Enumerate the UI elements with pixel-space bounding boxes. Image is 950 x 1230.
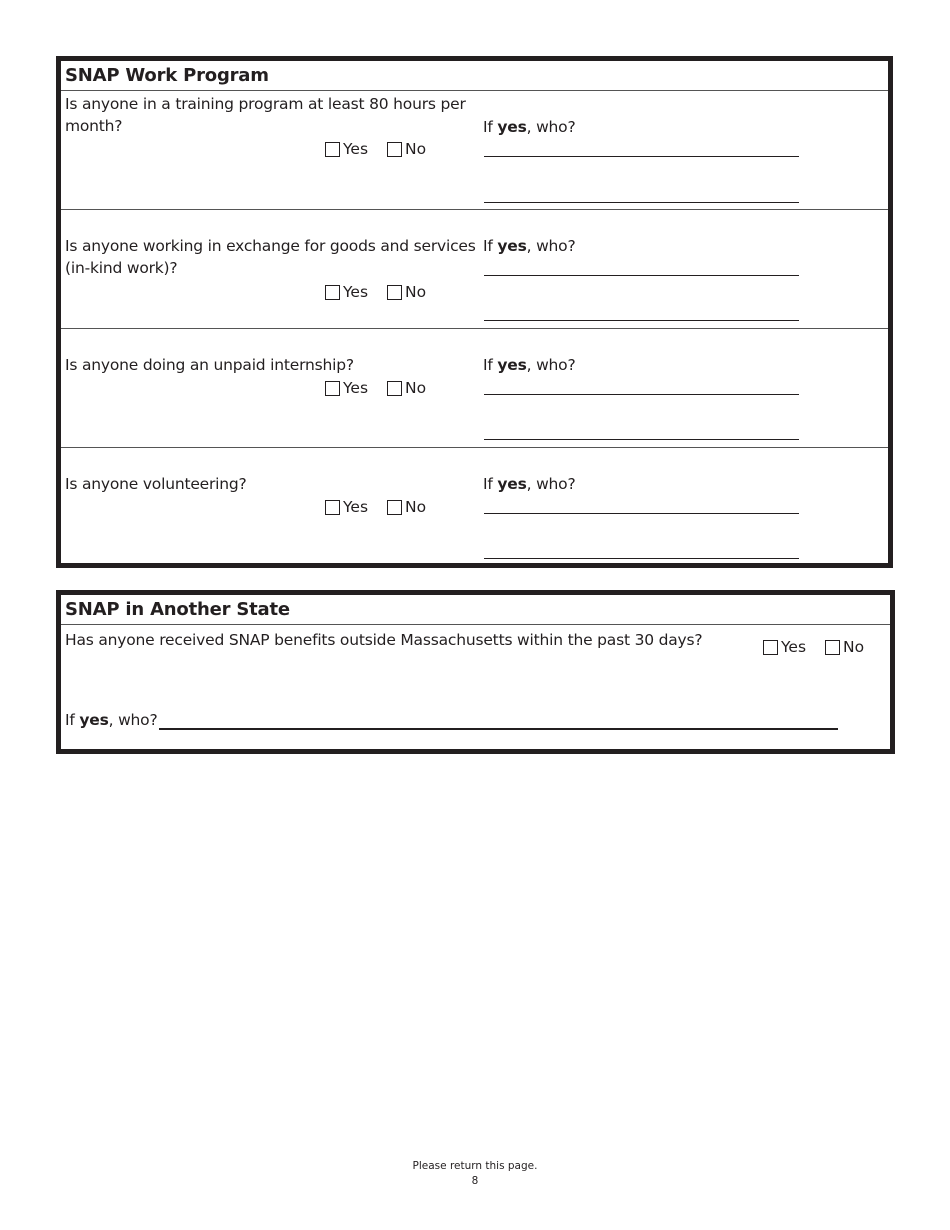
- yes-option[interactable]: [325, 140, 368, 158]
- yes-option[interactable]: [763, 638, 806, 656]
- yes-no-group: [325, 140, 426, 158]
- no-checkbox[interactable]: [825, 640, 840, 655]
- who-answer-line-1[interactable]: [484, 156, 799, 157]
- if-yes-who-label: If yes, who?: [65, 711, 158, 729]
- question-row-in-kind-work: [61, 210, 888, 329]
- who-answer-line-1[interactable]: [484, 394, 799, 395]
- who-answer-line-2[interactable]: [484, 439, 799, 440]
- no-checkbox[interactable]: [387, 285, 402, 300]
- if-yes-who-label: If yes, who?: [483, 118, 576, 136]
- who-answer-line-2[interactable]: [484, 202, 799, 203]
- no-option[interactable]: [387, 140, 426, 158]
- who-answer-line[interactable]: [159, 728, 838, 730]
- yes-option[interactable]: [325, 283, 368, 301]
- question-row-volunteering: [61, 448, 888, 564]
- question-text: Has anyone received SNAP benefits outside Massachusetts within the past 30 days?: [65, 631, 703, 649]
- no-label: No: [405, 498, 427, 516]
- no-label: No: [843, 638, 865, 656]
- yes-label: Yes: [343, 498, 369, 516]
- if-yes-who-label: If yes, who?: [483, 237, 576, 255]
- who-answer-line-1[interactable]: [484, 275, 799, 276]
- no-option[interactable]: [825, 638, 864, 656]
- yes-label: Yes: [781, 638, 807, 656]
- no-option[interactable]: [387, 498, 426, 516]
- who-answer-line-2[interactable]: [484, 320, 799, 321]
- snap-another-state-section: [56, 590, 895, 754]
- footer-note: Please return this page.: [412, 1160, 538, 1172]
- who-answer-line-1[interactable]: [484, 513, 799, 514]
- question-text: Is anyone working in exchange for goods and services (in-kind work)?: [65, 237, 476, 277]
- yes-no-group: [325, 379, 426, 397]
- page-number: 8: [471, 1175, 479, 1187]
- yes-checkbox[interactable]: [325, 285, 340, 300]
- who-answer-line-2[interactable]: [484, 558, 799, 559]
- no-label: No: [405, 140, 427, 158]
- yes-label: Yes: [343, 140, 369, 158]
- no-label: No: [405, 283, 427, 301]
- no-checkbox[interactable]: [387, 381, 402, 396]
- question-text: Is anyone volunteering?: [65, 475, 247, 493]
- yes-checkbox[interactable]: [325, 500, 340, 515]
- question-row-unpaid-internship: [61, 329, 888, 448]
- question-text: Is anyone in a training program at least 80 hours per month?: [65, 95, 466, 135]
- no-label: No: [405, 379, 427, 397]
- yes-option[interactable]: [325, 498, 368, 516]
- yes-checkbox[interactable]: [325, 142, 340, 157]
- no-checkbox[interactable]: [387, 142, 402, 157]
- yes-no-group: [325, 498, 426, 516]
- yes-no-group: [763, 638, 864, 656]
- question-row-training: [61, 91, 888, 210]
- if-yes-who-label: If yes, who?: [483, 356, 576, 374]
- no-option[interactable]: [387, 379, 426, 397]
- question-text: Is anyone doing an unpaid internship?: [65, 356, 354, 374]
- no-checkbox[interactable]: [387, 500, 402, 515]
- yes-label: Yes: [343, 283, 369, 301]
- yes-checkbox[interactable]: [763, 640, 778, 655]
- yes-option[interactable]: [325, 379, 368, 397]
- yes-label: Yes: [343, 379, 369, 397]
- if-yes-who-label: If yes, who?: [483, 475, 576, 493]
- no-option[interactable]: [387, 283, 426, 301]
- yes-no-group: [325, 283, 426, 301]
- snap-work-program-section: [56, 56, 893, 568]
- section-title: SNAP Work Program: [61, 61, 888, 91]
- yes-checkbox[interactable]: [325, 381, 340, 396]
- section-title: SNAP in Another State: [61, 595, 890, 625]
